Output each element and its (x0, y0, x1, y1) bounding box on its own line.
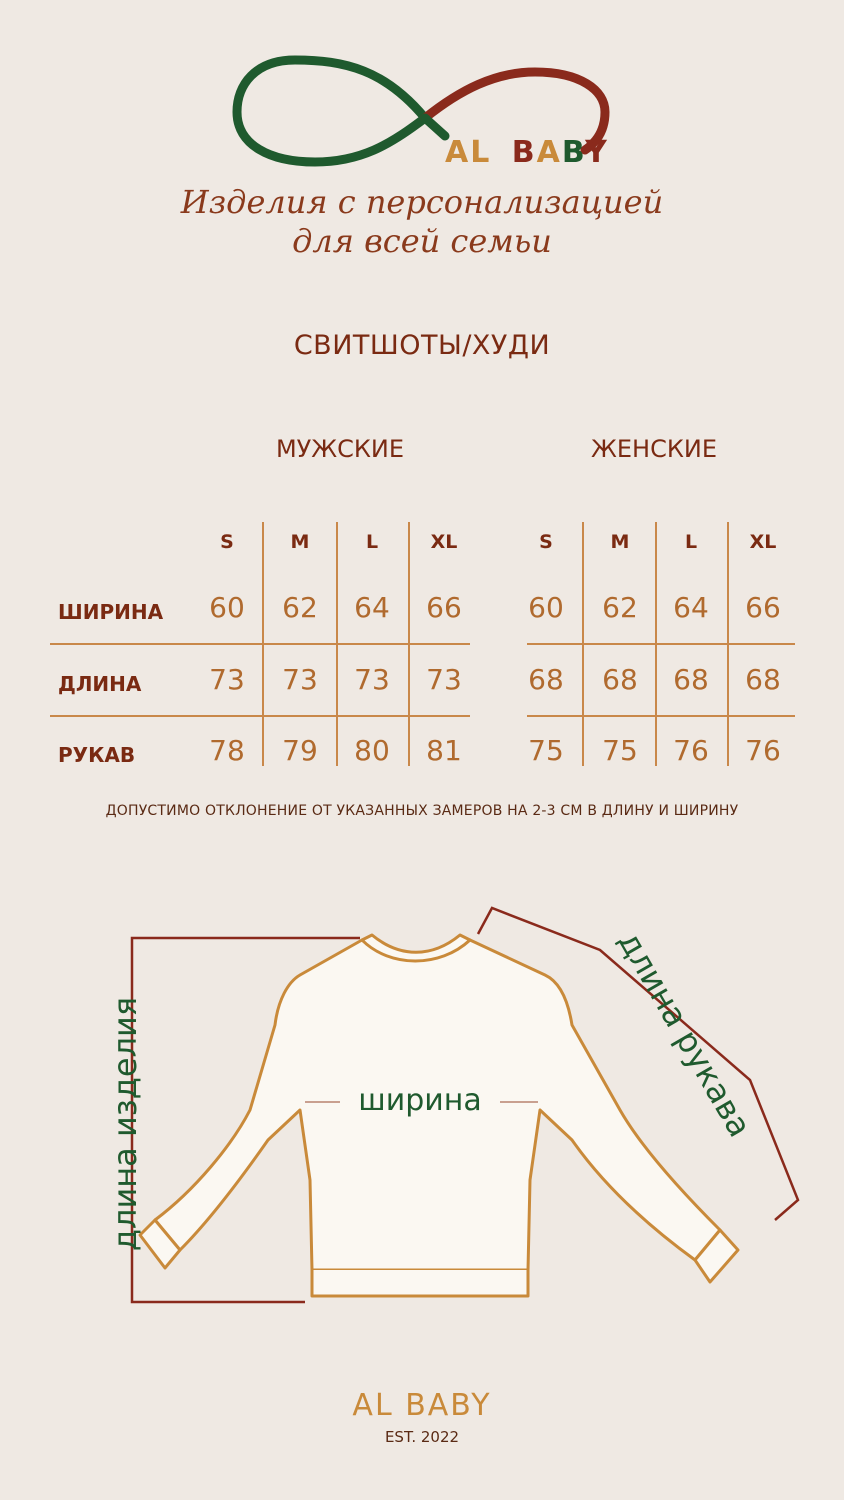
table-cell: 73 (209, 663, 245, 696)
table-cell: 62 (602, 591, 638, 624)
logo (225, 50, 625, 175)
table-cell: 73 (282, 663, 318, 696)
row-label-sleeve: РУКАВ (58, 743, 136, 767)
grid-line (527, 715, 795, 717)
women-size-l: L (684, 531, 698, 553)
table-cell: 76 (745, 734, 781, 767)
table-cell: 73 (426, 663, 462, 696)
women-size-xl: XL (749, 531, 777, 553)
men-size-m: M (290, 531, 310, 553)
women-title: ЖЕНСКИЕ (591, 435, 717, 463)
footer-brand: AL BABY (352, 1388, 492, 1423)
table-cell: 78 (209, 734, 245, 767)
table-cell: 75 (528, 734, 564, 767)
table-cell: 76 (673, 734, 709, 767)
table-cell: 60 (209, 591, 245, 624)
men-size-xl: XL (430, 531, 458, 553)
row-label-width: ШИРИНА (58, 600, 164, 624)
width-label: ширина (358, 1083, 482, 1118)
table-cell: 79 (282, 734, 318, 767)
women-size-s: S (539, 531, 553, 553)
table-cell: 60 (528, 591, 564, 624)
logo-brand-part: AL (445, 135, 492, 170)
tagline-line-2: для всей семьи (292, 222, 552, 260)
grid-line (527, 643, 795, 645)
grid-line (50, 715, 470, 717)
table-cell: 64 (354, 591, 390, 624)
page-title: СВИТШОТЫ/ХУДИ (293, 330, 551, 361)
women-size-m: M (610, 531, 630, 553)
tolerance-note: ДОПУСТИМО ОТКЛОНЕНИЕ ОТ УКАЗАННЫХ ЗАМЕРОВ НА 2-3 СМ В ДЛИНУ И ШИРИНУ (105, 803, 739, 819)
row-label-length: ДЛИНА (58, 672, 142, 696)
length-label: длина изделия (106, 996, 144, 1252)
men-size-l: L (365, 531, 379, 553)
table-cell: 68 (528, 663, 564, 696)
table-cell: 75 (602, 734, 638, 767)
table-cell: 73 (354, 663, 390, 696)
footer-est: EST. 2022 (384, 1428, 460, 1446)
table-cell: 68 (673, 663, 709, 696)
men-title: МУЖСКИЕ (275, 435, 405, 463)
men-size-s: S (220, 531, 234, 553)
grid-line (50, 643, 470, 645)
table-cell: 68 (745, 663, 781, 696)
tagline-line-1: Изделия с персонализацией (180, 183, 664, 221)
table-cell: 80 (354, 734, 390, 767)
table-cell: 66 (426, 591, 462, 624)
sleeve-label: длина рукава (610, 924, 760, 1144)
table-cell: 66 (745, 591, 781, 624)
table-cell: 62 (282, 591, 318, 624)
table-cell: 81 (426, 734, 462, 767)
footer-logo (0, 1388, 844, 1423)
table-cell: 68 (602, 663, 638, 696)
table-cell: 64 (673, 591, 709, 624)
logo-brand: AL BABY (445, 135, 609, 170)
